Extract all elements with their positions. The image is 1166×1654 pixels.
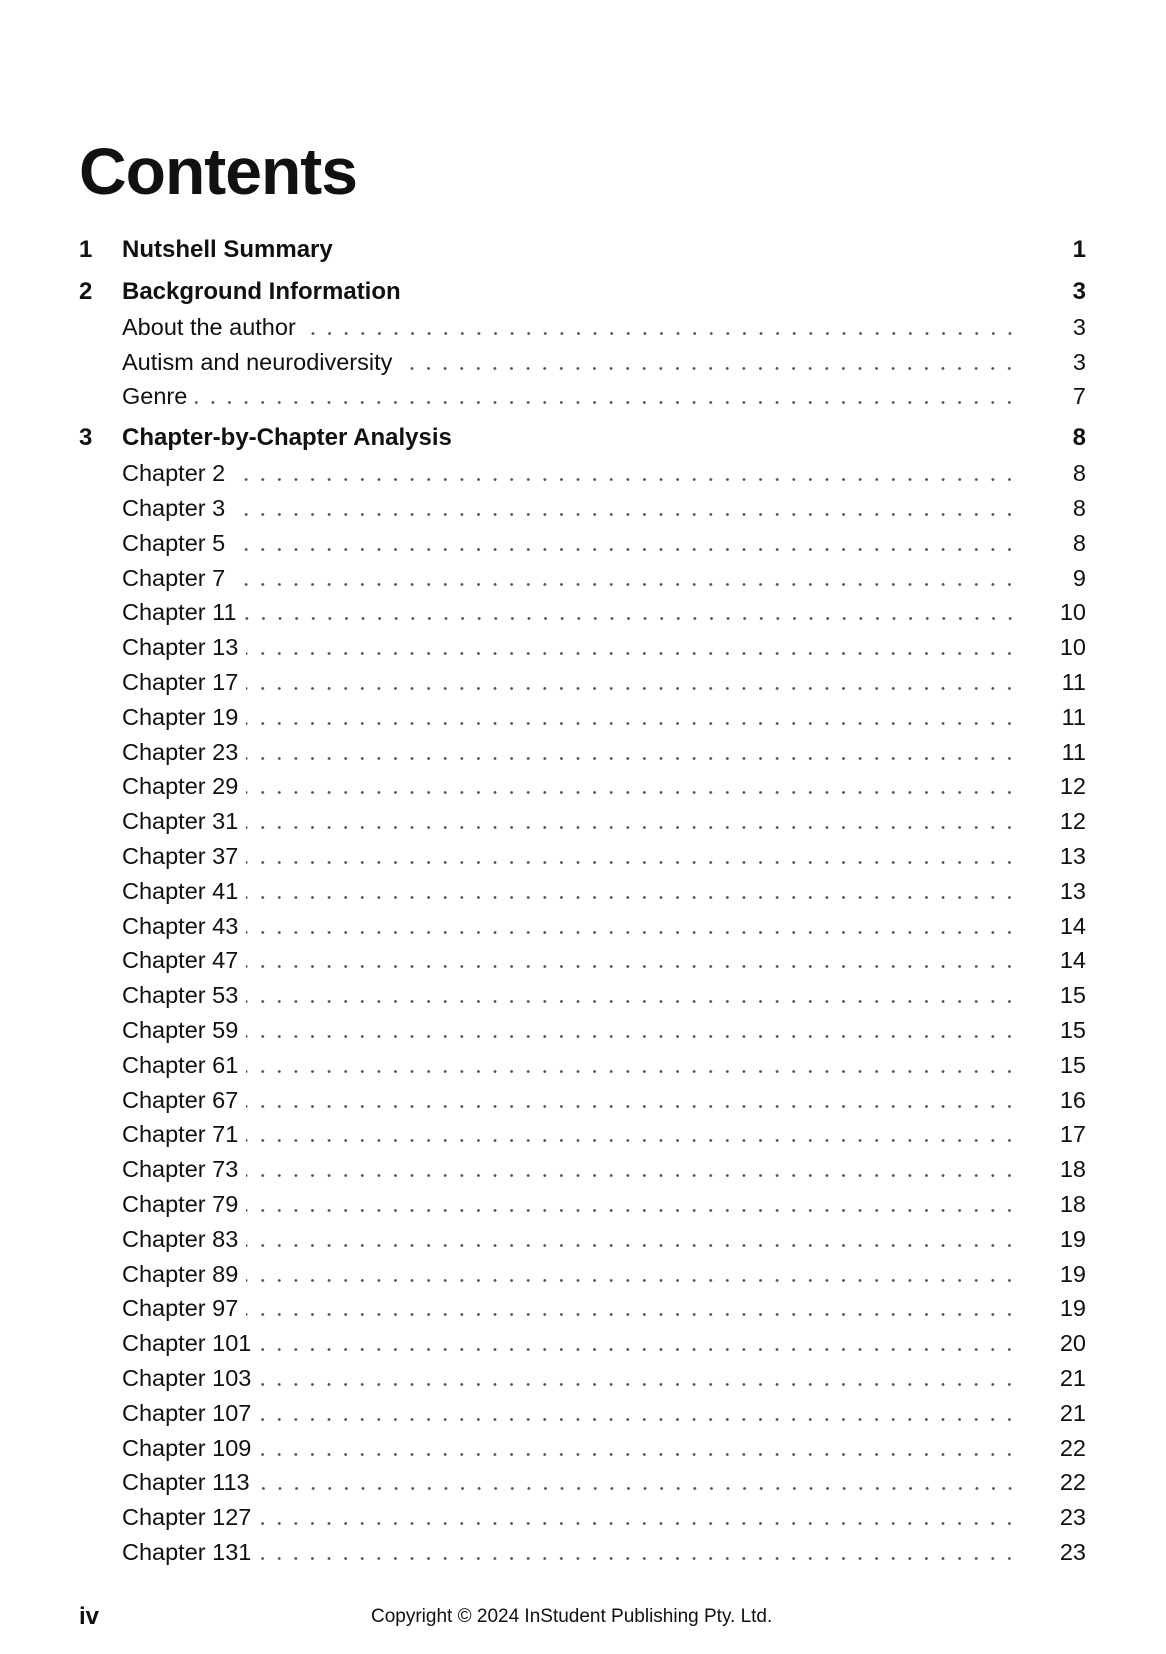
footer-copyright: Copyright © 2024 InStudent Publishing Pty. Ltd. — [371, 1606, 773, 1627]
toc-entry-page: 12 — [1059, 808, 1086, 835]
toc-section-number: 2 — [79, 278, 93, 305]
toc-section-title: Background Information — [122, 278, 401, 305]
toc-entry-row[interactable] — [79, 804, 1086, 839]
dot-leader — [246, 1244, 1018, 1247]
toc-entry-row[interactable] — [79, 1048, 1086, 1083]
toc-entry-row[interactable] — [79, 1013, 1086, 1048]
toc-entry-page: 7 — [1072, 383, 1086, 410]
toc-entry-page: 21 — [1059, 1365, 1086, 1391]
dot-leader — [304, 332, 1018, 335]
toc-entry-page: 8 — [1072, 460, 1086, 487]
toc-entry-title: Chapter 97 — [122, 1295, 239, 1322]
toc-entry-title: Chapter 41 — [122, 877, 239, 904]
footer-page-number: iv — [79, 1603, 100, 1630]
table-of-contents — [79, 232, 1086, 1570]
toc-entry-title: Chapter 79 — [122, 1191, 239, 1218]
toc-entry-page: 8 — [1072, 529, 1086, 556]
toc-entry-title: Chapter 53 — [122, 982, 239, 1009]
toc-entry-page: 8 — [1072, 495, 1086, 522]
toc-entry-title: Chapter 107 — [122, 1399, 252, 1426]
toc-entry-row[interactable] — [79, 1431, 1086, 1466]
toc-entry-title: Chapter 127 — [122, 1504, 252, 1531]
toc-entry-row[interactable] — [79, 1257, 1086, 1292]
toc-section-number: 1 — [79, 236, 93, 263]
dot-leader — [246, 722, 1018, 725]
toc-entry-title: Chapter 19 — [122, 703, 239, 730]
dot-leader — [246, 1209, 1018, 1212]
dot-leader — [246, 757, 1018, 760]
toc-entry-row[interactable] — [79, 561, 1086, 596]
toc-entry-row[interactable] — [79, 1466, 1086, 1501]
dot-leader — [233, 478, 1018, 481]
dot-leader — [246, 1139, 1018, 1142]
dot-leader — [246, 965, 1018, 968]
toc-entry-title: Chapter 23 — [122, 738, 239, 765]
toc-entry-page: 14 — [1059, 947, 1086, 974]
dot-leader — [245, 617, 1018, 620]
toc-entry-title: Chapter 5 — [122, 529, 226, 556]
toc-entry-title: Autism and neurodiversity — [122, 348, 393, 375]
toc-entry-row[interactable] — [79, 310, 1086, 345]
toc-section-title: Nutshell Summary — [122, 236, 333, 263]
dot-leader — [246, 861, 1018, 864]
toc-entry-row[interactable] — [79, 1118, 1086, 1153]
toc-entry-title: Chapter 43 — [122, 912, 239, 939]
dot-leader — [246, 652, 1018, 655]
toc-entry-title: Chapter 83 — [122, 1225, 239, 1252]
toc-entry-page: 18 — [1059, 1156, 1086, 1183]
toc-entry-page: 10 — [1059, 599, 1086, 626]
toc-entry-page: 22 — [1059, 1434, 1086, 1461]
toc-section-row[interactable] — [79, 232, 1086, 268]
dot-leader — [259, 1522, 1018, 1525]
toc-entry-page: 19 — [1059, 1295, 1086, 1322]
toc-entry-row[interactable] — [79, 345, 1086, 380]
toc-entry-page: 11 — [1061, 669, 1086, 696]
toc-entry-row[interactable] — [79, 1187, 1086, 1222]
toc-entry-row[interactable] — [79, 944, 1086, 979]
dot-leader — [400, 367, 1018, 370]
dot-leader — [258, 1487, 1018, 1490]
toc-entry-title: Chapter 37 — [122, 843, 239, 870]
toc-entry-title: Chapter 17 — [122, 669, 239, 696]
toc-entry-title: Chapter 113 — [122, 1469, 250, 1496]
toc-entry-row[interactable] — [79, 526, 1086, 561]
dot-leader — [233, 513, 1018, 516]
toc-entry-title: Chapter 31 — [122, 808, 239, 835]
toc-entry-title: Chapter 3 — [122, 495, 226, 522]
toc-section-page: 3 — [1072, 278, 1086, 305]
dot-leader — [246, 687, 1018, 690]
toc-entry-page: 20 — [1059, 1330, 1086, 1357]
toc-entry-row[interactable] — [79, 770, 1086, 805]
toc-entry-title: Chapter 89 — [122, 1260, 239, 1287]
toc-entry-page: 12 — [1059, 773, 1086, 800]
toc-entry-page: 11 — [1061, 738, 1086, 765]
dot-leader — [246, 1105, 1018, 1108]
dot-leader — [246, 1313, 1018, 1316]
toc-section-page: 1 — [1072, 236, 1086, 263]
toc-entry-title: Chapter 59 — [122, 1017, 239, 1044]
toc-entry-row[interactable] — [79, 665, 1086, 700]
page-title: Contents — [79, 134, 357, 208]
toc-entry-title: Chapter 13 — [122, 634, 239, 661]
dot-leader — [233, 548, 1018, 551]
toc-entry-page: 22 — [1059, 1469, 1086, 1496]
toc-entry-page: 3 — [1072, 348, 1086, 375]
toc-entry-row[interactable] — [79, 839, 1086, 874]
toc-entry-row[interactable] — [79, 1535, 1086, 1570]
toc-section-number: 3 — [79, 424, 93, 452]
toc-entry-page: 11 — [1061, 703, 1086, 730]
toc-section-row[interactable] — [79, 420, 1086, 456]
dot-leader — [259, 1418, 1018, 1421]
toc-entry-title: Chapter 101 — [122, 1330, 252, 1357]
dot-leader — [259, 1383, 1018, 1386]
toc-entry-page: 10 — [1059, 634, 1086, 661]
toc-entry-row[interactable] — [79, 1326, 1086, 1361]
toc-entry-page: 16 — [1059, 1086, 1086, 1113]
toc-entry-row[interactable] — [79, 380, 1086, 415]
dot-leader — [246, 1070, 1018, 1073]
toc-entry-row[interactable] — [79, 978, 1086, 1013]
toc-entry-row[interactable] — [79, 1292, 1086, 1327]
toc-entry-title: Chapter 29 — [122, 773, 239, 800]
toc-entry-title: Chapter 103 — [122, 1365, 252, 1391]
toc-entry-row[interactable] — [79, 1500, 1086, 1535]
dot-leader — [259, 1453, 1018, 1456]
toc-entry-title: Chapter 11 — [122, 599, 237, 626]
toc-entry-page: 17 — [1059, 1121, 1086, 1148]
toc-entry-row[interactable] — [79, 735, 1086, 770]
toc-entry-title: Genre — [122, 383, 188, 410]
dot-leader — [246, 1035, 1018, 1038]
toc-entry-row[interactable] — [79, 1361, 1086, 1396]
toc-entry-page: 19 — [1059, 1260, 1086, 1287]
toc-section-title: Chapter-by-Chapter Analysis — [122, 424, 452, 452]
toc-entry-row[interactable] — [79, 1152, 1086, 1187]
dot-leader — [246, 931, 1018, 934]
toc-entry-row[interactable] — [79, 874, 1086, 909]
toc-entry-page: 23 — [1059, 1504, 1086, 1531]
toc-entry-title: Chapter 7 — [122, 564, 226, 591]
toc-entry-page: 21 — [1059, 1399, 1086, 1426]
toc-entry-page: 15 — [1059, 1017, 1086, 1044]
toc-entry-page: 18 — [1059, 1191, 1086, 1218]
toc-entry-title: Chapter 71 — [122, 1121, 239, 1148]
toc-entry-page: 14 — [1059, 912, 1086, 939]
dot-leader — [246, 791, 1018, 794]
dot-leader — [259, 1557, 1018, 1560]
toc-entry-title: About the author — [122, 313, 296, 340]
toc-entry-page: 15 — [1059, 1051, 1086, 1078]
toc-entry-page: 13 — [1059, 877, 1086, 904]
dot-leader — [246, 896, 1018, 899]
toc-entry-title: Chapter 109 — [122, 1434, 252, 1461]
toc-entry-row[interactable] — [79, 456, 1086, 491]
toc-entry-title: Chapter 67 — [122, 1086, 239, 1113]
toc-entry-row[interactable] — [79, 1222, 1086, 1257]
toc-entry-title: Chapter 61 — [122, 1051, 239, 1078]
toc-entry-title: Chapter 2 — [122, 460, 226, 487]
toc-entry-row[interactable] — [79, 630, 1086, 665]
toc-entry-row[interactable] — [79, 1083, 1086, 1118]
dot-leader — [233, 583, 1018, 586]
toc-entry-page: 19 — [1059, 1225, 1086, 1252]
dot-leader — [246, 1279, 1018, 1282]
toc-entry-page: 23 — [1059, 1538, 1086, 1565]
toc-entry-row[interactable] — [79, 596, 1086, 631]
toc-section-row[interactable] — [79, 274, 1086, 310]
toc-entry-page: 15 — [1059, 982, 1086, 1009]
toc-section-page: 8 — [1072, 424, 1086, 452]
toc-entry-row[interactable] — [79, 491, 1086, 526]
toc-entry-row[interactable] — [79, 909, 1086, 944]
toc-entry-title: Chapter 47 — [122, 947, 239, 974]
toc-entry-row[interactable] — [79, 1396, 1086, 1431]
dot-leader — [195, 401, 1018, 404]
dot-leader — [259, 1348, 1018, 1351]
dot-leader — [246, 1174, 1018, 1177]
toc-entry-title: Chapter 131 — [122, 1538, 252, 1565]
dot-leader — [246, 1000, 1018, 1003]
toc-entry-row[interactable] — [79, 700, 1086, 735]
toc-entry-page: 9 — [1072, 564, 1086, 591]
toc-entry-page: 13 — [1059, 843, 1086, 870]
toc-entry-page: 3 — [1072, 313, 1086, 340]
toc-entry-title: Chapter 73 — [122, 1156, 239, 1183]
dot-leader — [246, 826, 1018, 829]
